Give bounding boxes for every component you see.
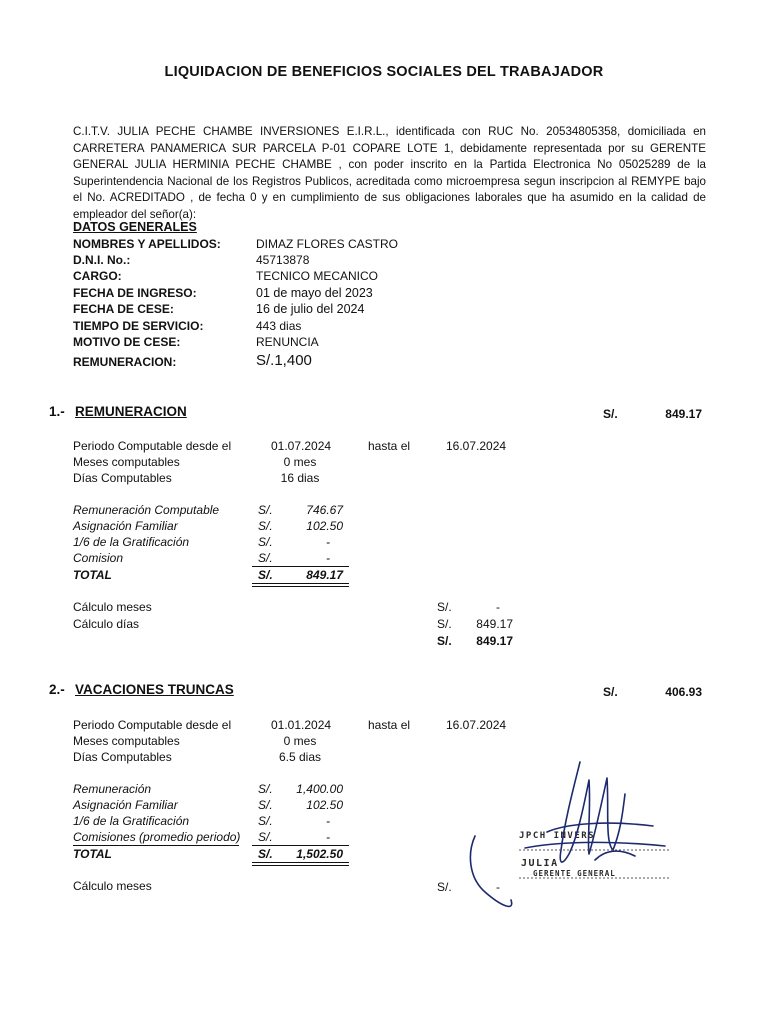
sec1-item-value: - (326, 551, 330, 565)
sec1-dias-value: 16 dias (280, 471, 320, 485)
sec1-total-rule (252, 566, 349, 567)
sec2-meses-value: 0 mes (283, 734, 317, 748)
sec1-total-value: 849.17 (306, 568, 343, 582)
sec2-total-double-rule (252, 862, 349, 866)
sec2-period-label: Periodo Computable desde el (73, 718, 232, 732)
sec1-meses-value: 0 mes (283, 455, 317, 469)
stamp-line-2: JULIA (521, 858, 559, 869)
sec1-total-label: TOTAL (73, 568, 112, 582)
sec1-period-from: 01.07.2024 (271, 439, 332, 453)
datos-label-motivo: MOTIVO DE CESE: (73, 335, 181, 349)
sec2-amount: 406.93 (665, 685, 702, 699)
sec2-item-value: 102.50 (306, 798, 343, 812)
stamp-line-3: GERENTE GENERAL (533, 869, 616, 878)
sec1-item-currency: S/. (258, 519, 273, 533)
datos-label-cargo: CARGO: (73, 269, 122, 283)
sec2-period-to: 16.07.2024 (446, 718, 507, 732)
sec2-calc-meses-currency: S/. (437, 880, 452, 894)
sec2-total-currency: S/. (258, 847, 273, 861)
sec2-item-currency: S/. (258, 798, 273, 812)
datos-label-remuneracion: REMUNERACION: (73, 355, 177, 369)
sec1-title: REMUNERACION (75, 404, 187, 419)
datos-value-nombres: DIMAZ FLORES CASTRO (256, 237, 399, 251)
sec2-total-label: TOTAL (73, 847, 112, 861)
sec2-item-currency: S/. (258, 782, 273, 796)
sec1-calc-meses-label: Cálculo meses (73, 600, 152, 614)
sec2-item-currency: S/. (258, 814, 273, 828)
sec1-total-double-rule (252, 583, 349, 587)
datos-value-cargo: TECNICO MECANICO (256, 269, 379, 283)
datos-label-tiempo: TIEMPO DE SERVICIO: (73, 319, 204, 333)
datos-generales-heading: DATOS GENERALES (73, 220, 197, 234)
sec1-item-value: - (326, 535, 330, 549)
sec1-item-value: 746.67 (306, 503, 343, 517)
datos-label-ingreso: FECHA DE INGRESO: (73, 286, 197, 300)
sec1-amount: 849.17 (665, 407, 702, 421)
sec1-total-currency: S/. (258, 568, 273, 582)
sec1-calc-dias-label: Cálculo días (73, 617, 140, 631)
sec2-item-value: - (326, 814, 330, 828)
sec2-item-label: Asignación Familiar (73, 798, 178, 812)
sec2-hasta: hasta el (368, 718, 411, 732)
datos-value-cese: 16 de julio del 2024 (256, 302, 365, 316)
sec1-meses-label: Meses computables (73, 455, 180, 469)
datos-value-remuneracion: S/.1,400 (256, 352, 312, 369)
sec1-item-currency: S/. (258, 503, 273, 517)
sec2-item-label: 1/6 de la Gratificación (73, 814, 190, 828)
sec1-item-label: Comision (73, 551, 124, 565)
sec1-item-label: Asignación Familiar (73, 519, 178, 533)
datos-label-cese: FECHA DE CESE: (73, 302, 174, 316)
datos-label-nombres: NOMBRES Y APELLIDOS: (73, 237, 221, 251)
sec2-meses-label: Meses computables (73, 734, 180, 748)
sec1-calc-meses-currency: S/. (437, 600, 452, 614)
sec2-item-value: - (326, 830, 330, 844)
sec1-calc-total-currency: S/. (437, 634, 452, 648)
sec1-item-value: 102.50 (306, 519, 343, 533)
sec2-label-rule (73, 845, 239, 846)
sec2-total-value: 1,502.50 (296, 847, 343, 861)
sec2-number: 2.- (49, 682, 65, 697)
sec2-period-from: 01.01.2024 (271, 718, 332, 732)
sec1-item-currency: S/. (258, 551, 273, 565)
sec1-item-label: Remuneración Computable (73, 503, 220, 517)
sec2-currency: S/. (603, 685, 618, 699)
sec2-item-label: Comisiones (promedio periodo) (73, 830, 241, 844)
sec1-calc-total-value: 849.17 (476, 634, 513, 648)
sec1-dias-label: Días Computables (73, 471, 172, 485)
sec2-total-rule (252, 845, 349, 846)
sec2-title: VACACIONES TRUNCAS (75, 682, 234, 697)
sec1-currency: S/. (603, 407, 618, 421)
sec2-calc-meses-label: Cálculo meses (73, 879, 152, 893)
document-title: LIQUIDACION DE BENEFICIOS SOCIALES DEL TRABAJADOR (164, 64, 604, 80)
sec1-period-label: Periodo Computable desde el (73, 439, 232, 453)
sec1-hasta: hasta el (368, 439, 411, 453)
sec1-calc-meses-value: - (496, 600, 500, 614)
datos-value-tiempo: 443 dias (256, 319, 302, 333)
datos-value-ingreso: 01 de mayo del 2023 (256, 286, 373, 300)
sec2-dias-label: Días Computables (73, 750, 172, 764)
sec1-period-to: 16.07.2024 (446, 439, 507, 453)
sec2-item-value: 1,400.00 (296, 782, 343, 796)
datos-label-dni: D.N.I. No.: (73, 253, 131, 267)
sec1-calc-dias-value: 849.17 (476, 617, 513, 631)
sec2-item-currency: S/. (258, 830, 273, 844)
sec2-calc-meses-value: - (496, 880, 500, 894)
sec2-item-label: Remuneración (73, 782, 152, 796)
sec1-item-currency: S/. (258, 535, 273, 549)
intro-paragraph: C.I.T.V. JULIA PECHE CHAMBE INVERSIONES E.I.R.L., identificada con RUC No. 20534805358, domiciliada en CARRETERA PANAMERICA SUR PARCELA P-01 COPARE LOTE 1, debidamente representada por su GERENTE GENERAL JULIA HERMINIA PECHE CHAMBE , con poder inscrito en la Partida Electronica No 05025289 de la Superintendencia Nacional de los Registros Publicos, acreditada como microempresa segun inscripcion al REMYPE bajo el No. ACREDITADO , de fecha 0 y en cumplimiento de sus obligaciones laborales que ha asumido en la calidad de empleador del señor(a): (73, 125, 706, 221)
handwritten-signature (465, 750, 685, 920)
sec1-number: 1.- (49, 404, 65, 419)
sec1-item-label: 1/6 de la Gratificación (73, 535, 190, 549)
sec2-dias-value: 6.5 dias (278, 750, 322, 764)
datos-value-dni: 45713878 (256, 253, 310, 267)
datos-value-motivo: RENUNCIA (256, 335, 319, 349)
stamp-line-1: JPCH INVERS (519, 831, 596, 841)
sec1-calc-dias-currency: S/. (437, 617, 452, 631)
